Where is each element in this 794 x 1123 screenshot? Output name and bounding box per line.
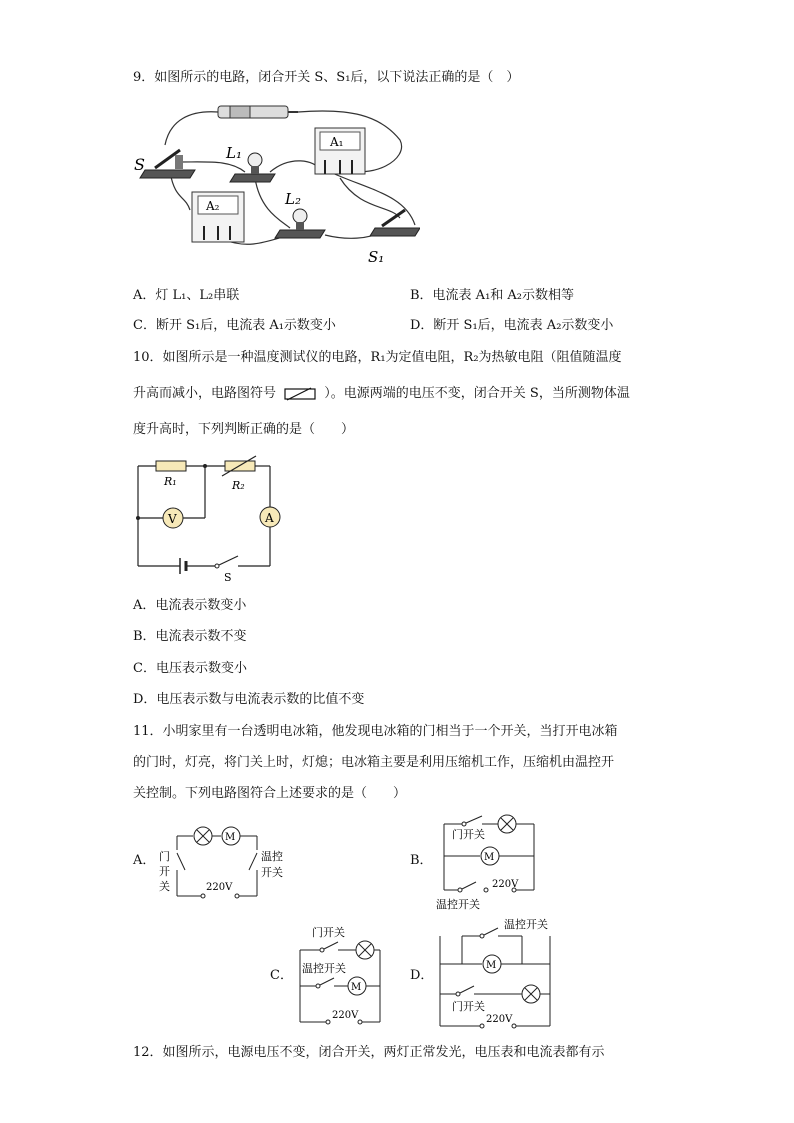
q11-circuit-c — [290, 922, 400, 1032]
q11-circuit-d — [432, 914, 562, 1036]
q10-label-r1: R₁ — [164, 475, 177, 488]
q11-a-temp-label-2: 开关 — [261, 866, 283, 879]
q9-stem: 9．如图所示的电路，闭合开关 S、S₁后，以下说法正确的是（ ） — [133, 70, 520, 85]
q11-d-motor-label: M — [486, 960, 497, 971]
q10-stem-line3: 度升高时，下列判断正确的是（ ） — [133, 422, 355, 437]
q10-stem-line2b: ）。电源两端的电压不变，闭合开关 S，当所测物体温 — [324, 386, 630, 401]
q10-option-a[interactable]: A．电流表示数变小 — [133, 598, 247, 613]
q10-switch-label: S — [224, 571, 232, 582]
q11-a-door-label-1: 门 — [159, 850, 170, 863]
q11-a-voltage-label: 220V — [206, 882, 233, 893]
q11-c-temp-label: 温控开关 — [302, 962, 346, 975]
q11-circuit-a — [155, 818, 295, 907]
q9-option-a[interactable]: A．灯 L₁、L₂串联 — [133, 288, 240, 303]
q11-b-door-label: 门开关 — [452, 828, 485, 841]
q10-label-r2: R₂ — [232, 479, 245, 492]
q11-a-door-label-2: 开 — [159, 865, 170, 878]
q11-stem-line3: 关控制。下列电路图符合上述要求的是（ ） — [133, 786, 407, 801]
q11-a-temp-label-1: 温控 — [261, 850, 283, 863]
q11-option-a[interactable]: A． — [133, 853, 156, 868]
q10-circuit-figure — [130, 452, 290, 586]
q10-option-d[interactable]: D．电压表示数与电流表示数的比值不变 — [133, 692, 365, 707]
q9-circuit-figure — [130, 100, 420, 274]
q10-ammeter-label: A — [265, 511, 274, 525]
q11-b-temp-label: 温控开关 — [436, 898, 480, 911]
q11-b-motor-label: M — [484, 852, 495, 863]
q9-label-l1: L₁ — [226, 144, 242, 162]
q11-option-d[interactable]: D． — [410, 968, 434, 983]
q11-d-temp-label: 温控开关 — [504, 918, 548, 931]
thermistor-symbol-icon — [283, 387, 317, 401]
q11-a-door-label-3: 关 — [159, 880, 170, 893]
q12-stem-line1: 12．如图所示，电源电压不变，闭合开关，两灯正常发光，电压表和电流表都有示 — [133, 1045, 605, 1060]
q10-stem-line2 — [133, 384, 630, 404]
q11-option-b[interactable]: B． — [410, 853, 433, 868]
q9-label-l2: L₂ — [285, 190, 301, 208]
q9-option-c[interactable]: C．断开 S₁后，电流表 A₁示数变小 — [133, 318, 336, 333]
q11-stem-line1: 11．小明家里有一台透明电冰箱，他发现电冰箱的门相当于一个开关，当打开电冰箱 — [133, 724, 618, 739]
q11-b-voltage-label: 220V — [492, 879, 519, 890]
q10-option-c[interactable]: C．电压表示数变小 — [133, 661, 247, 676]
q11-circuit-b — [430, 812, 550, 916]
q10-option-b[interactable]: B．电流表示数不变 — [133, 629, 247, 644]
q11-option-c[interactable]: C． — [270, 968, 293, 983]
q9-label-a1: A₁ — [330, 135, 344, 149]
q10-stem-line2a: 升高而减小，电路图符号 — [133, 386, 277, 401]
q9-option-d[interactable]: D．断开 S₁后，电流表 A₂示数变小 — [410, 318, 614, 333]
q9-label-a2: A₂ — [206, 199, 220, 213]
q11-c-door-label: 门开关 — [312, 926, 345, 939]
q10-voltmeter-label: V — [168, 512, 177, 526]
q11-c-voltage-label: 220V — [332, 1010, 359, 1021]
q11-d-door-label: 门开关 — [452, 1000, 485, 1013]
q11-c-motor-label: M — [351, 982, 362, 993]
q9-option-b[interactable]: B．电流表 A₁和 A₂示数相等 — [410, 288, 575, 303]
q9-label-s1: S₁ — [368, 248, 385, 266]
q11-a-motor-label: M — [225, 832, 236, 843]
q10-stem-line1: 10．如图所示是一种温度测试仪的电路，R₁为定值电阻，R₂为热敏电阻（阻值随温度 — [133, 350, 622, 365]
q11-stem-line2: 的门时，灯亮，将门关上时，灯熄；电冰箱主要是利用压缩机工作，压缩机由温控开 — [133, 755, 615, 770]
q9-label-s: S — [134, 155, 145, 174]
q11-d-voltage-label: 220V — [486, 1014, 513, 1025]
